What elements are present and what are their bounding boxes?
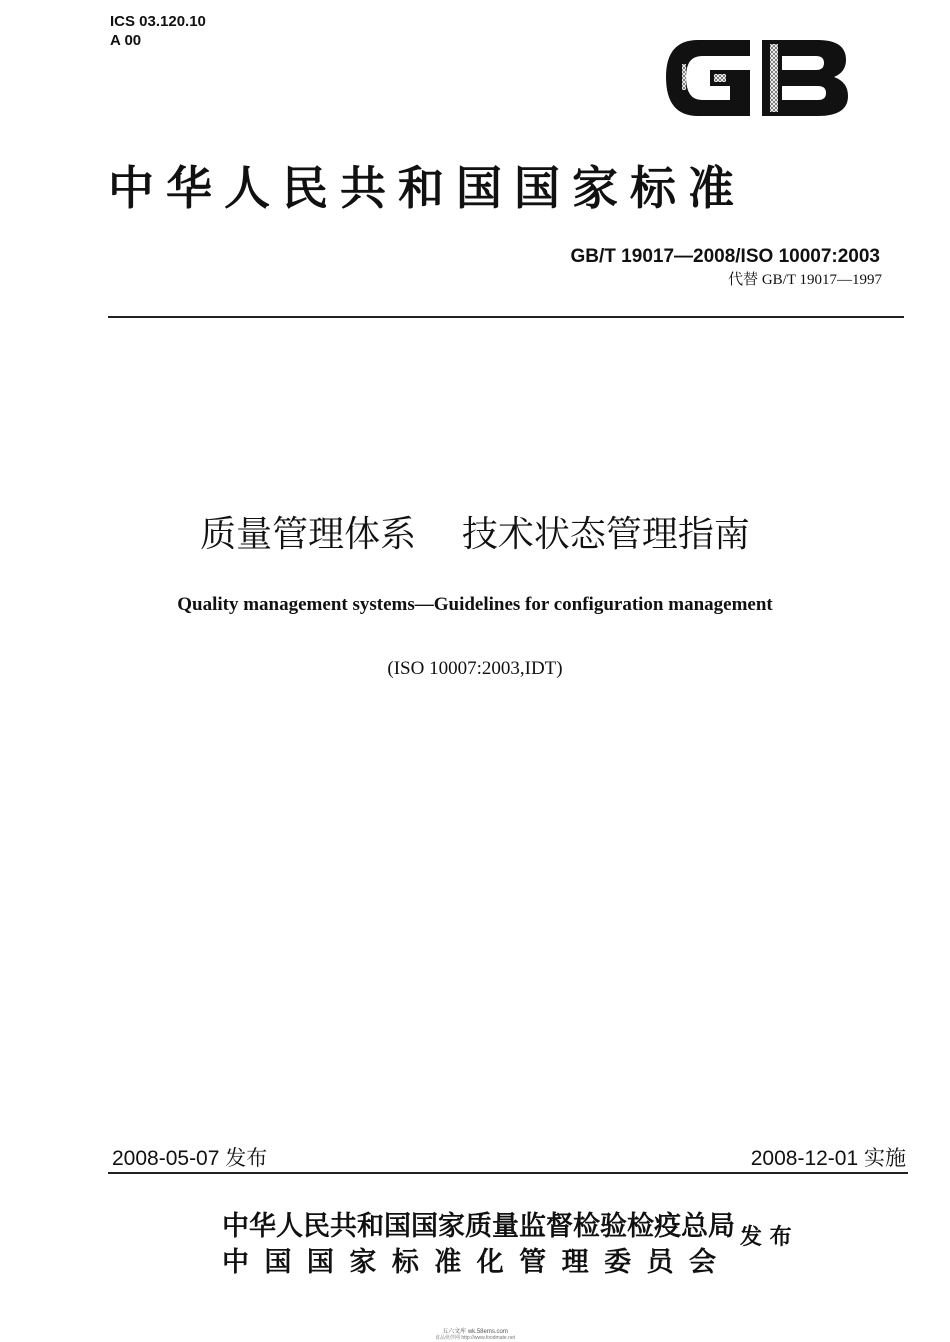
iso-reference: (ISO 10007:2003,IDT) bbox=[387, 658, 563, 679]
issue-date: 2008-05-07 发布 bbox=[112, 1147, 268, 1170]
title-english: Quality management systems—Guidelines for configuration management bbox=[177, 594, 773, 615]
bottom-divider bbox=[108, 1172, 908, 1174]
top-divider bbox=[108, 316, 904, 318]
ccs-code: A 00 bbox=[110, 32, 142, 49]
title-chinese: 质量管理体系 技术状态管理指南 bbox=[200, 514, 750, 555]
ics-code: ICS 03.120.10 bbox=[110, 13, 206, 30]
footer-watermark-1: 五六文库 wk.58ems.com bbox=[442, 1329, 508, 1335]
issuer-line-1: 中华人民共和国国家质量监督检验检疫总局 bbox=[222, 1211, 735, 1242]
gb-logo bbox=[658, 30, 853, 125]
classification-codes bbox=[110, 12, 206, 50]
issuer-line-2: 中国国家标准化管理委员会 bbox=[222, 1247, 716, 1278]
publish-label: 发 布 bbox=[740, 1225, 792, 1250]
replaces-standard: 代替 GB/T 19017—1997 bbox=[728, 272, 882, 288]
standard-number: GB/T 19017—2008/ISO 10007:2003 bbox=[570, 246, 880, 267]
implementation-date: 2008-12-01 实施 bbox=[750, 1147, 906, 1170]
footer-watermark-2: 食品伙伴网 http://www.foodmate.net bbox=[434, 1335, 516, 1341]
national-standard-title: 中华人民共和国国家标准 bbox=[108, 161, 746, 215]
